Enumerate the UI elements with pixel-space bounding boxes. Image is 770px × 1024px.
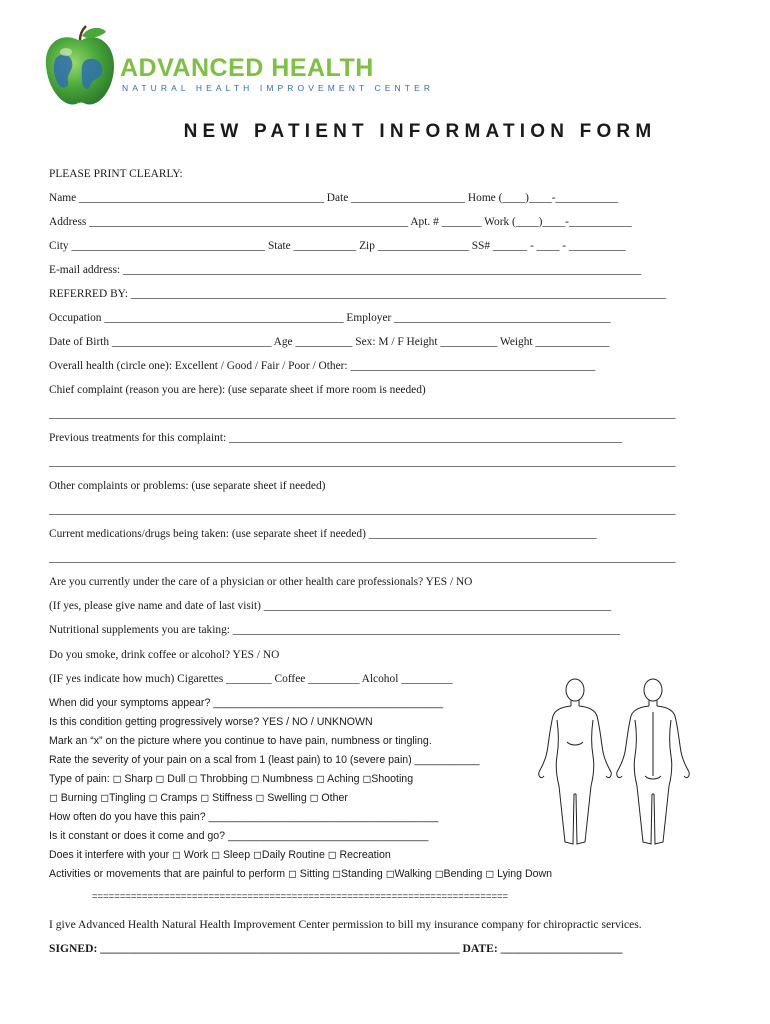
clinic-name: ADVANCED HEALTH xyxy=(120,54,374,82)
previous-treatments-blank[interactable]: ______________________________________________________________________________________________________________ xyxy=(49,456,676,468)
clinic-logo xyxy=(42,24,435,116)
dob-age-sex-height-weight-row[interactable]: Date of Birth ____________________________ Age __________ Sex: M / F Height __________ Weight _____________ xyxy=(49,336,610,348)
progressively-worse-question[interactable]: Is this condition getting progressively worse? YES / NO / UNKNOWN xyxy=(49,716,373,728)
interference-row[interactable]: Does it interfere with your ◻ Work ◻ Sleep ◻Daily Routine ◻ Recreation xyxy=(49,849,391,861)
occupation-employer-row[interactable]: Occupation __________________________________________ Employer ______________________________________ xyxy=(49,312,611,324)
current-medications-row[interactable]: Current medications/drugs being taken: (use separate sheet if needed) ________________________________________ xyxy=(49,528,597,540)
address-apt-work-row[interactable]: Address ________________________________________________________ Apt. # _______ Work (____)____-___________ xyxy=(49,216,632,228)
other-complaints-label: Other complaints or problems: (use separate sheet if needed) xyxy=(49,480,326,492)
section-divider: =========================================================================== xyxy=(92,891,509,902)
body-back-figure xyxy=(617,679,689,844)
mark-picture-instruction: Mark an “x” on the picture where you continue to have pain, numbness or tingling. xyxy=(49,735,432,747)
pain-severity-row[interactable]: Rate the severity of your pain on a scal from 1 (least pain) to 10 (severe pain) ___________ xyxy=(49,754,480,766)
current-medications-blank[interactable]: ______________________________________________________________________________________________________________ xyxy=(49,552,676,564)
apple-globe-icon xyxy=(42,24,118,112)
referred-by-row[interactable]: REFERRED BY: ______________________________________________________________________________________________ xyxy=(49,288,667,300)
pain-type-row-2[interactable]: ◻ Burning ◻Tingling ◻ Cramps ◻ Stiffness ◻ Swelling ◻ Other xyxy=(49,792,348,804)
symptoms-appear-row[interactable]: When did your symptoms appear? _______________________________________ xyxy=(49,697,444,709)
smoke-drink-question[interactable]: Do you smoke, drink coffee or alcohol? YES / NO xyxy=(49,649,280,661)
pain-frequency-row[interactable]: How often do you have this pain? _______________________________________ xyxy=(49,811,439,823)
overall-health-row[interactable]: Overall health (circle one): Excellent / Good / Fair / Poor / Other: ___________________________________________ xyxy=(49,360,596,372)
constant-pain-row[interactable]: Is it constant or does it come and go? __________________________________ xyxy=(49,830,429,842)
city-state-zip-ssn-row[interactable]: City __________________________________ State ___________ Zip ________________ SS# ______ - ____ - __________ xyxy=(49,240,626,252)
physician-care-question[interactable]: Are you currently under the care of a physician or other health care professionals? YES / NO xyxy=(49,576,473,588)
clinic-tagline: NATURAL HEALTH IMPROVEMENT CENTER xyxy=(122,83,435,93)
pain-type-row-1[interactable]: Type of pain: ◻ Sharp ◻ Dull ◻ Throbbing ◻ Numbness ◻ Aching ◻Shooting xyxy=(49,773,414,785)
body-diagram[interactable] xyxy=(535,676,695,848)
body-front-figure xyxy=(539,679,611,844)
signature-date-row[interactable]: SIGNED: ______________________________________________________________ DATE: _____________________ xyxy=(49,942,623,955)
insurance-permission-statement: I give Advanced Health Natural Health Improvement Center permission to bill my insurance company for chiropractic services. xyxy=(49,918,642,931)
supplements-row[interactable]: Nutritional supplements you are taking: ____________________________________________________________________ xyxy=(49,624,621,636)
previous-treatments-row[interactable]: Previous treatments for this complaint: _____________________________________________________________________ xyxy=(49,432,622,444)
painful-activities-row[interactable]: Activities or movements that are painful to perform ◻ Sitting ◻Standing ◻Walking ◻Bending ◻ Lying Down xyxy=(49,868,553,880)
print-clearly-note: PLEASE PRINT CLEARLY: xyxy=(49,168,183,180)
name-date-home-row[interactable]: Name ___________________________________________ Date ____________________ Home (____)____-___________ xyxy=(49,192,619,204)
other-complaints-blank[interactable]: ______________________________________________________________________________________________________________ xyxy=(49,504,676,516)
last-visit-row[interactable]: (If yes, please give name and date of last visit) _____________________________________________________________ xyxy=(49,600,612,612)
email-row[interactable]: E-mail address: ___________________________________________________________________________________________ xyxy=(49,264,642,276)
form-title: NEW PATIENT INFORMATION FORM xyxy=(183,121,657,142)
chief-complaint-blank[interactable]: ______________________________________________________________________________________________________________ xyxy=(49,408,676,420)
usage-amounts-row[interactable]: (IF yes indicate how much) Cigarettes ________ Coffee _________ Alcohol _________ xyxy=(49,673,453,685)
chief-complaint-label: Chief complaint (reason you are here): (use separate sheet if more room is needed) xyxy=(49,384,426,396)
